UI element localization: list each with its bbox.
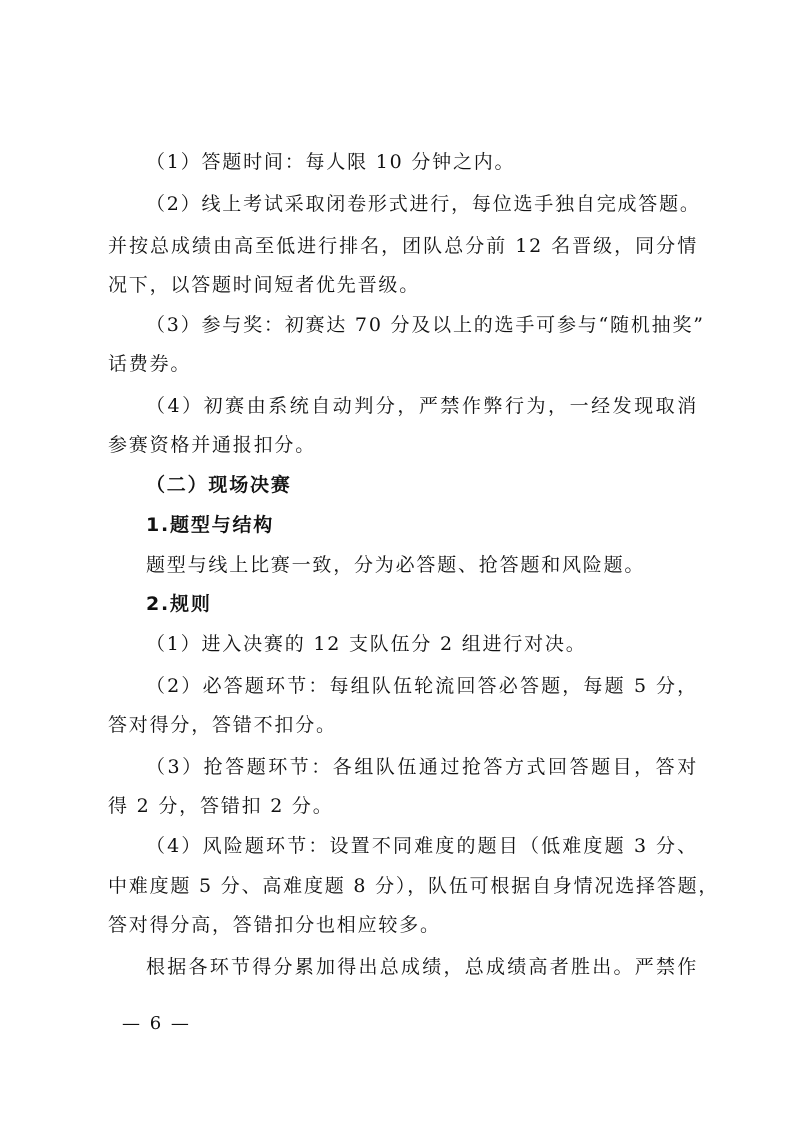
paragraph-line: 话费券。 <box>108 353 192 375</box>
section-heading: （二）现场决赛 <box>146 474 292 496</box>
paragraph-line: （3）抢答题环节：各组队伍通过抢答方式回答题目，答对 <box>146 756 698 778</box>
paragraph-line: 答对得分，答错不扣分。 <box>108 714 337 736</box>
paragraph-line: 况下，以答题时间短者优先晋级。 <box>108 274 421 296</box>
paragraph-line: 中难度题 5 分、高难度题 8 分），队伍可根据自身情况选择答题， <box>108 875 720 897</box>
subsection-heading: 2.规则 <box>146 593 212 615</box>
paragraph-line: （1）进入决赛的 12 支队伍分 2 组进行对决。 <box>146 633 587 655</box>
paragraph-line: （2）必答题环节：每组队伍轮流回答必答题，每题 5 分， <box>146 675 698 697</box>
paragraph-line: 根据各环节得分累加得出总成绩，总成绩高者胜出。严禁作 <box>146 956 698 978</box>
paragraph-line: 参赛资格并通报扣分。 <box>108 434 317 456</box>
paragraph-line: （4）初赛由系统自动判分，严禁作弊行为，一经发现取消 <box>146 395 698 417</box>
paragraph-line: 得 2 分，答错扣 2 分。 <box>108 795 334 817</box>
paragraph-line: （4）风险题环节：设置不同难度的题目（低难度题 3 分、 <box>146 835 698 857</box>
paragraph-line: 并按总成绩由高至低进行排名，团队总分前 12 名晋级，同分情 <box>108 235 698 257</box>
subsection-heading: 1.题型与结构 <box>146 514 275 536</box>
paragraph-line: （1）答题时间：每人限 10 分钟之内。 <box>146 151 516 173</box>
paragraph-line: （2）线上考试采取闭卷形式进行，每位选手独自完成答题。 <box>146 193 701 215</box>
page-number: — 6 — <box>122 1013 191 1034</box>
paragraph-line: 题型与线上比赛一致，分为必答题、抢答题和风险题。 <box>146 554 646 576</box>
paragraph-line: 答对得分高，答错扣分也相应较多。 <box>108 914 441 936</box>
paragraph-line: （3）参与奖：初赛达 70 分及以上的选手可参与“随机抽奖” <box>146 314 705 336</box>
